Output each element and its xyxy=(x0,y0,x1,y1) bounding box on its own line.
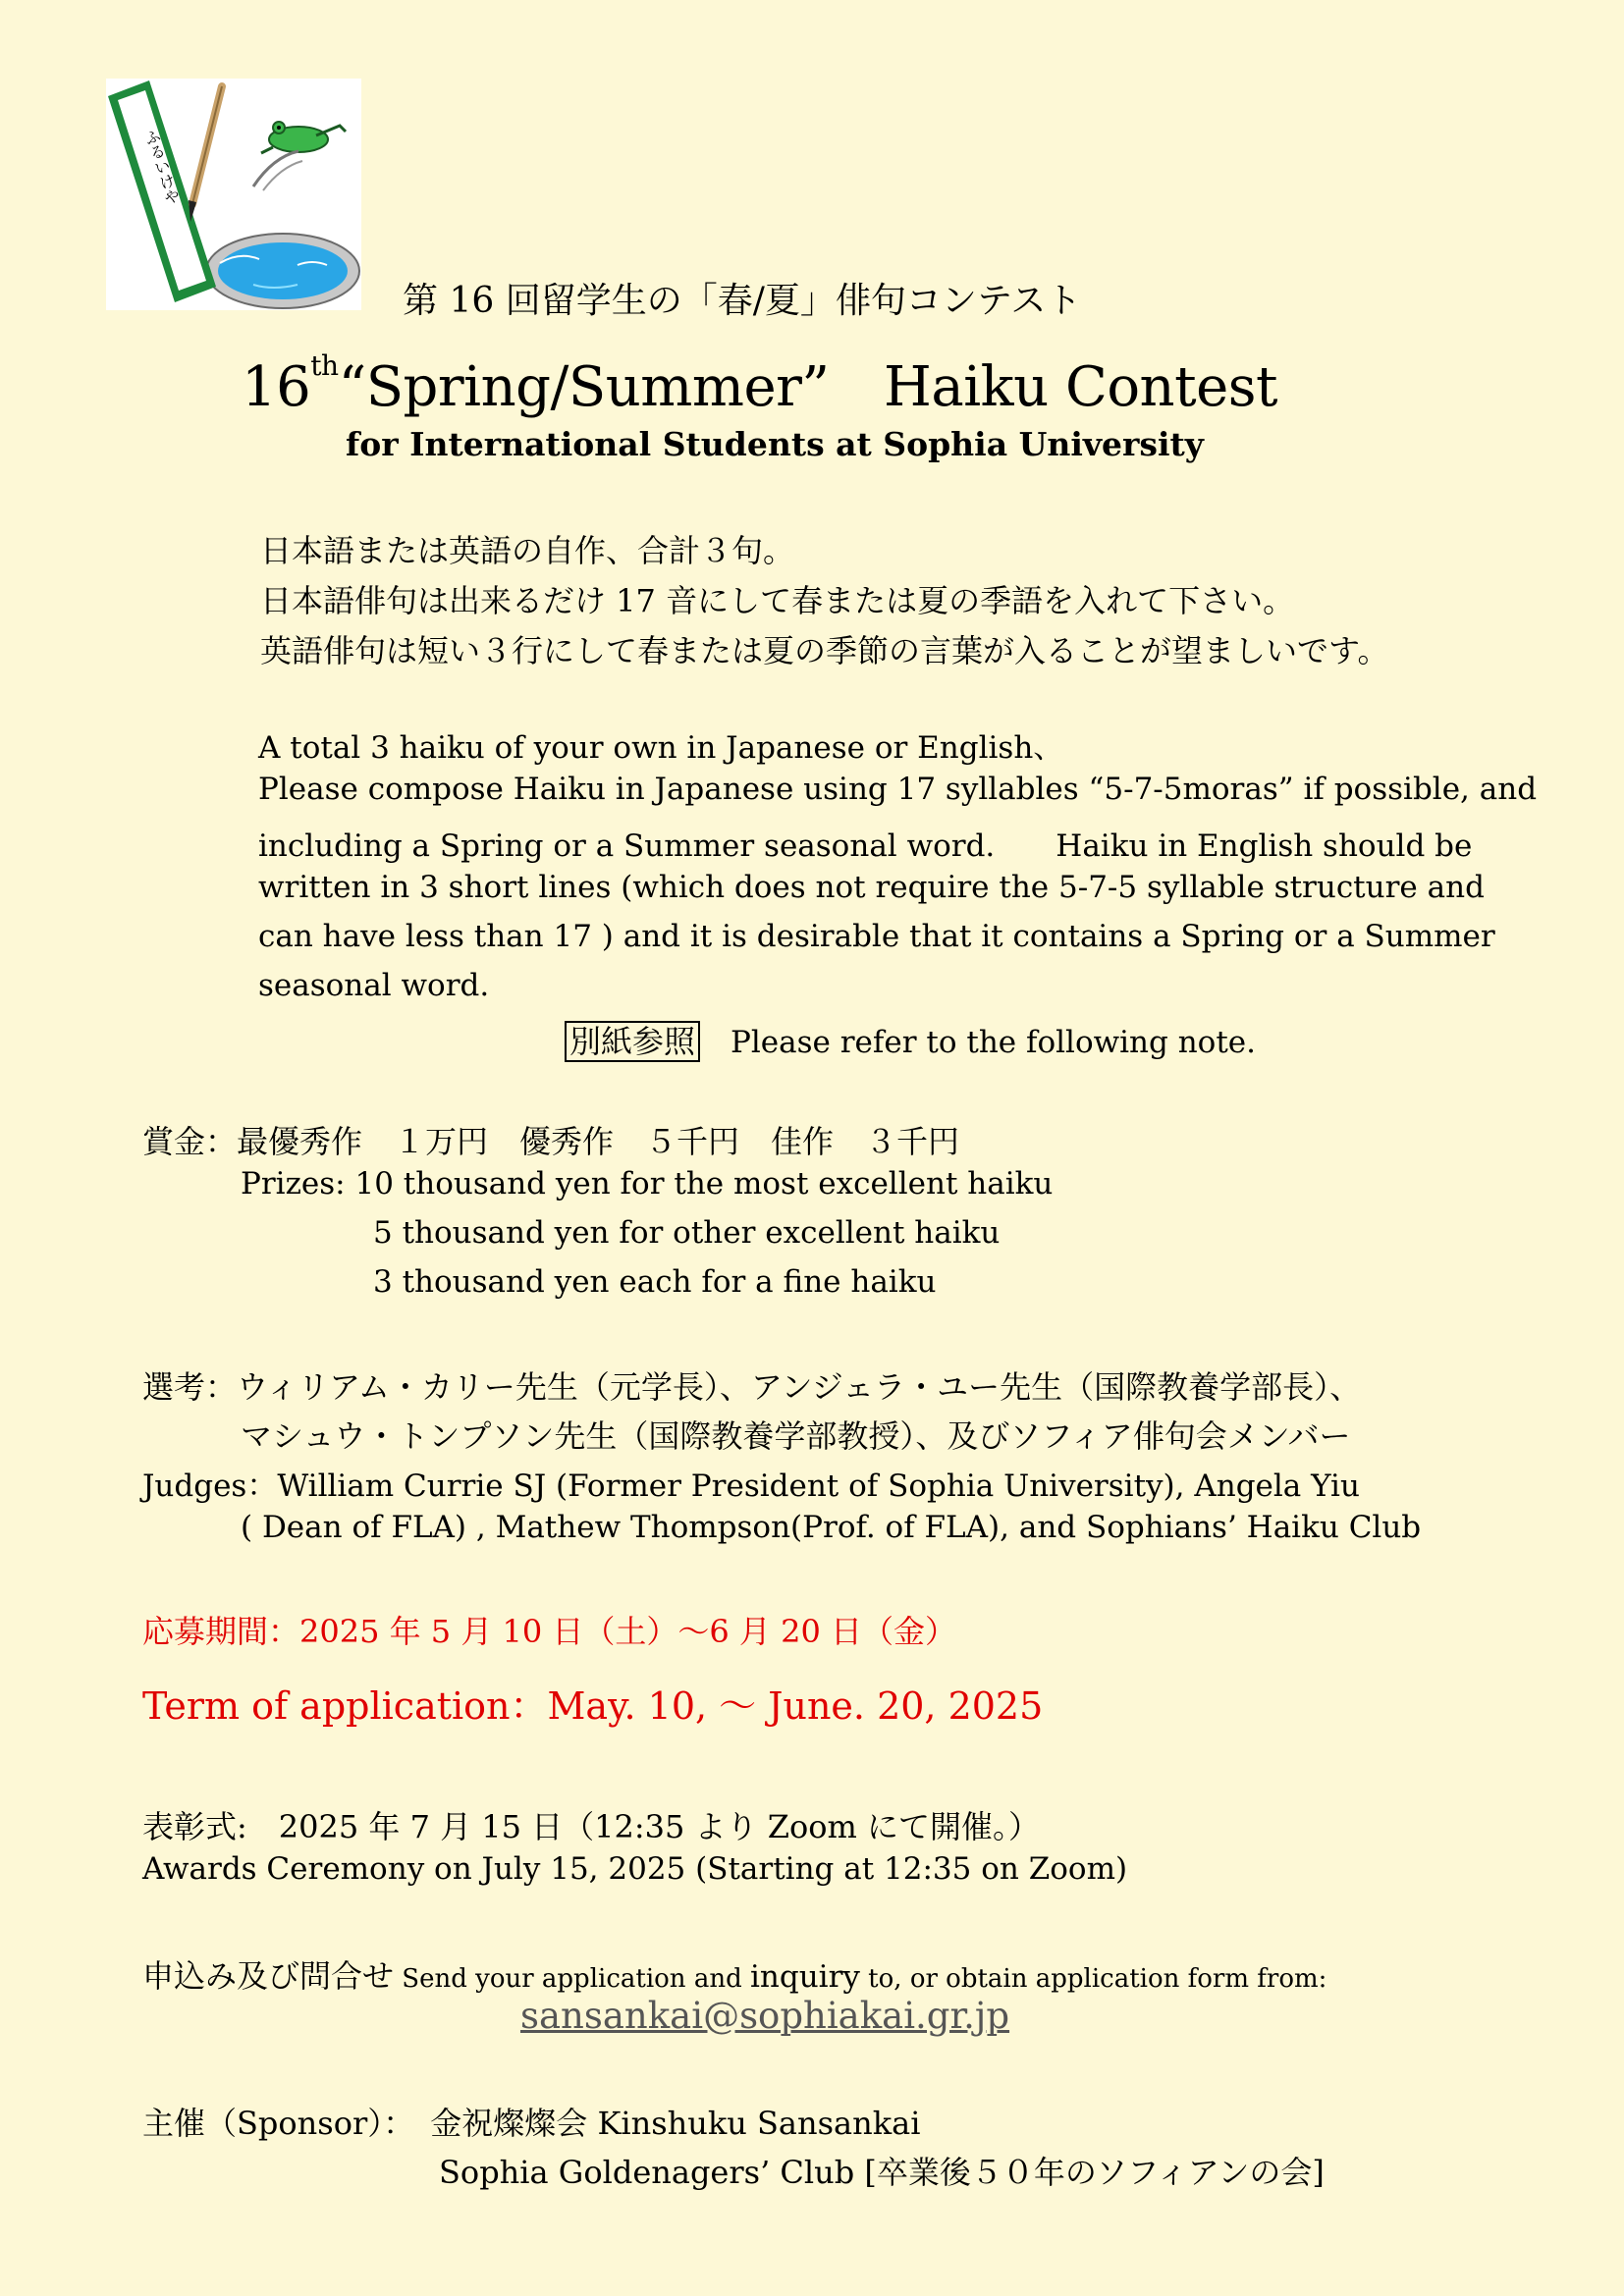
title-japanese: 第 16 回留学生の「春/夏」俳句コンテスト xyxy=(403,281,1082,321)
contact-jp: 申込み及び問合せ xyxy=(142,1957,395,1995)
judges-en-line-2: ( Dean of FLA) , Mathew Thompson(Prof. of FLA), and Sophians’ Haiku Club xyxy=(241,1510,1422,1545)
intro-en-line-3: including a Spring or a Summer seasonal word. Haiku in English should be xyxy=(258,828,1473,864)
note-text: Please refer to the following note. xyxy=(731,1025,1257,1060)
title-ordinal-suffix: th xyxy=(310,349,339,382)
pond-icon xyxy=(206,234,359,308)
judges-en-line-1: Judges：William Currie SJ (Former President of Sophia University), Angela Yiu xyxy=(142,1468,1360,1504)
prizes-en-line-1: Prizes: 10 thousand yen for the most excellent haiku xyxy=(241,1166,1054,1201)
sponsor-line-2: Sophia Goldenagers’ Club [卒業後５０年のソフィアンの会] xyxy=(439,2154,1325,2191)
intro-en-line-2: Please compose Haiku in Japanese using 17 syllables “5-7-5moras” if possible, and xyxy=(258,772,1538,807)
term-en: Term of application：May. 10, ～ June. 20, 2025 xyxy=(142,1684,1044,1728)
intro-jp-line-3: 英語俳句は短い３行にして春または夏の季節の言葉が入ることが望ましいです。 xyxy=(260,632,1389,669)
title-main: “Spring/Summer” Haiku Contest xyxy=(338,355,1277,419)
prizes-jp: 賞金：最優秀作 １万円 優秀作 ５千円 佳作 ３千円 xyxy=(142,1123,960,1160)
subtitle: for International Students at Sophia University xyxy=(346,425,1204,463)
judges-jp-line-1: 選考：ウィリアム・カリー先生（元学長）、アンジェラ・ユー先生（国際教養学部長）、 xyxy=(142,1368,1362,1406)
note-line xyxy=(565,1017,1256,1062)
term-jp: 応募期間：2025 年 5 月 10 日（土）～6 月 20 日（金） xyxy=(142,1613,956,1650)
prizes-en-line-3: 3 thousand yen each for a fine haiku xyxy=(373,1264,937,1300)
contact-en-after: to, or obtain application form from: xyxy=(859,1964,1327,1994)
title-number: 16 xyxy=(242,355,311,419)
intro-en-line-1: A total 3 haiku of your own in Japanese or English、 xyxy=(258,730,1064,766)
contact-en-before: Send your application and xyxy=(394,1964,750,1994)
intro-en-line-4: written in 3 short lines (which does not require the 5-7-5 syllable structure and xyxy=(258,870,1485,905)
contact-line xyxy=(142,1951,1326,1997)
prizes-en-line-2: 5 thousand yen for other excellent haiku xyxy=(373,1215,1001,1251)
contact-email-link[interactable]: sansankai@sophiakai.gr.jp xyxy=(520,1995,1010,2037)
contact-en-bold: inquiry xyxy=(749,1959,860,1995)
sponsor-line-1: 主催（Sponsor）： 金祝燦燦会 Kinshuku Sansankai xyxy=(142,2105,921,2142)
judges-jp-line-2: マシュウ・トンプソン先生（国際教養学部教授）、及びソフィア俳句会メンバー xyxy=(241,1417,1351,1455)
title-english xyxy=(242,344,1277,422)
haiku-logo-illustration xyxy=(106,79,361,310)
ceremony-jp: 表彰式: 2025 年 7 月 15 日（12:35 より Zoom にて開催。） xyxy=(142,1808,1041,1845)
tanzaku-text: ふるいけや xyxy=(139,127,183,208)
intro-jp-line-2: 日本語俳句は出来るだけ 17 音にして春または夏の季語を入れて下さい。 xyxy=(260,582,1295,619)
intro-en-line-6: seasonal word. xyxy=(258,968,490,1003)
note-boxed-label: 別紙参照 xyxy=(565,1021,700,1062)
intro-jp-line-1: 日本語または英語の自作、合計３句。 xyxy=(260,532,795,569)
intro-en-line-5: can have less than 17 ) and it is desirable that it contains a Spring or a Summer xyxy=(258,919,1495,954)
ceremony-en: Awards Ceremony on July 15, 2025 (Starting at 12:35 on Zoom) xyxy=(142,1851,1128,1887)
